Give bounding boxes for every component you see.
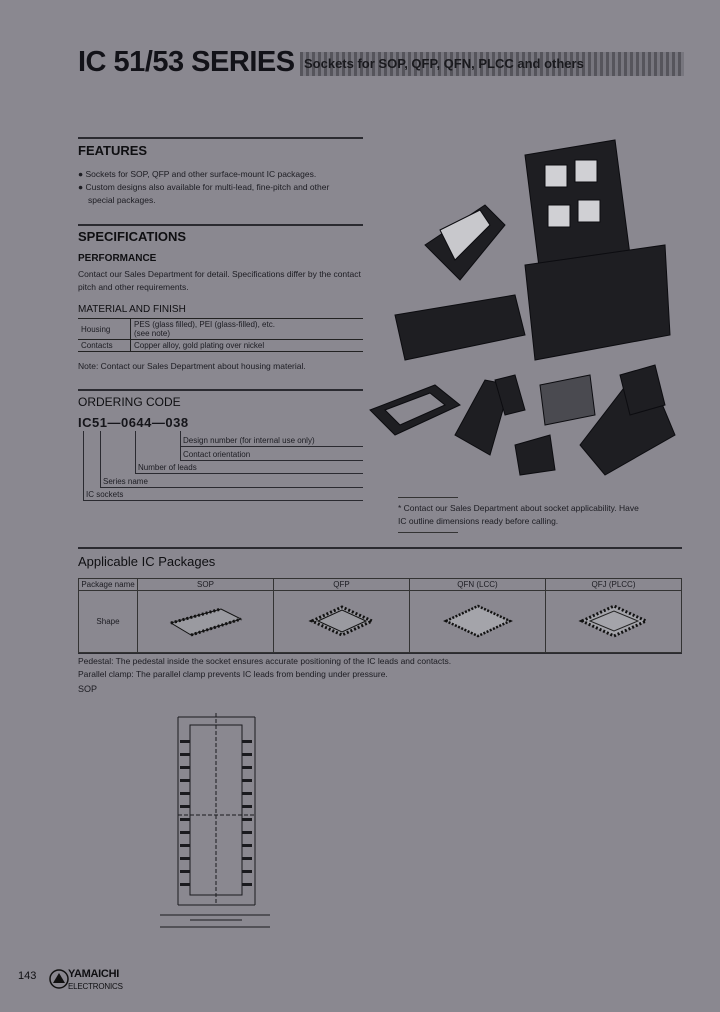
- qfn-shape-icon: [438, 601, 518, 641]
- brand-subname: ELECTRONICS: [68, 982, 123, 991]
- features-rule: [78, 137, 363, 139]
- table-cell: [546, 591, 682, 653]
- table-cell: PES (glass filled), PEI (glass-filled), etc. (see note): [131, 319, 364, 340]
- table-cell: SOP: [138, 579, 274, 591]
- table-cell: [410, 591, 546, 653]
- table-cell: QFN (LCC): [410, 579, 546, 591]
- sidenote: * Contact our Sales Department about socket applicability. Have IC outline dimensions ready before calling.: [398, 503, 639, 526]
- product-photo: [365, 135, 685, 495]
- table-row: [78, 340, 363, 352]
- table-cell: QFP: [274, 579, 410, 591]
- packages-table: [78, 578, 682, 653]
- sop-outline-drawing: [150, 705, 280, 935]
- code-label: Contact orientation: [183, 450, 251, 459]
- qfj-shape-icon: [574, 601, 654, 641]
- table-cell: Shape: [79, 591, 138, 653]
- ordering-code: IC51—0644—038: [78, 415, 189, 430]
- code-label: Series name: [103, 477, 148, 486]
- ordering-heading: ORDERING CODE: [78, 395, 181, 409]
- bracket-line: [135, 473, 363, 474]
- page-title: IC 51/53 SERIES: [78, 46, 295, 78]
- packages-heading: Applicable IC Packages: [78, 554, 216, 569]
- pedestal-note: Pedestal: The pedestal inside the socket ensures accurate positioning of the IC leads and contacts. Parallel clamp: The parallel clamp prevents IC leads from bending under pressure.: [78, 656, 452, 679]
- bracket-line: [100, 431, 101, 488]
- sop-shape-icon: [166, 601, 246, 641]
- feature-item: ● Sockets for SOP, QFP and other surface-mount IC packages.: [78, 169, 317, 179]
- bracket-line: [100, 487, 363, 488]
- material-table: [78, 318, 363, 352]
- material-heading: MATERIAL AND FINISH: [78, 304, 186, 315]
- code-label: IC sockets: [86, 490, 124, 499]
- material-note: Note: Contact our Sales Department about housing material.: [78, 361, 306, 371]
- sidenote-rule: [398, 532, 458, 533]
- sidenote-rule: [398, 497, 458, 498]
- code-label: Design number (for internal use only): [183, 436, 315, 445]
- performance-heading: PERFORMANCE: [78, 253, 157, 264]
- packages-rule: [78, 547, 682, 549]
- specifications-rule: [78, 224, 363, 226]
- performance-text: Contact our Sales Department for detail. Specifications differ by the contact pitch and other requirements.: [78, 269, 361, 292]
- bracket-line: [83, 431, 84, 501]
- table-cell: Contacts: [78, 340, 131, 352]
- packages-bottom-rule: [78, 653, 682, 654]
- page-number: 143: [18, 970, 37, 982]
- table-cell: Package name: [79, 579, 138, 591]
- features-heading: FEATURES: [78, 143, 148, 158]
- yamaichi-logo-icon: [48, 968, 70, 990]
- series-subtitle: Sockets for SOP, QFP, QFN, PLCC and others: [300, 52, 684, 76]
- feature-item: special packages.: [88, 195, 156, 205]
- qfp-shape-icon: [302, 601, 382, 641]
- code-label: Number of leads: [138, 463, 197, 472]
- socket-illustration: [370, 140, 675, 475]
- bracket-line: [180, 446, 363, 447]
- features-list: [78, 168, 368, 207]
- table-cell: [274, 591, 410, 653]
- drawing-label: SOP: [78, 684, 98, 694]
- table-row: [79, 591, 682, 653]
- feature-item: ● Custom designs also available for multi-lead, fine-pitch and other: [78, 182, 330, 192]
- ordering-rule: [78, 389, 363, 391]
- bracket-line: [83, 500, 363, 501]
- table-row: [79, 579, 682, 591]
- bracket-line: [135, 431, 136, 474]
- brand-name: YAMAICHI: [68, 968, 119, 980]
- specifications-heading: SPECIFICATIONS: [78, 229, 187, 244]
- table-row: [78, 319, 363, 340]
- table-cell: Housing: [78, 319, 131, 340]
- table-cell: [138, 591, 274, 653]
- table-cell: Copper alloy, gold plating over nickel: [131, 340, 364, 352]
- bracket-line: [180, 460, 363, 461]
- table-cell: QFJ (PLCC): [546, 579, 682, 591]
